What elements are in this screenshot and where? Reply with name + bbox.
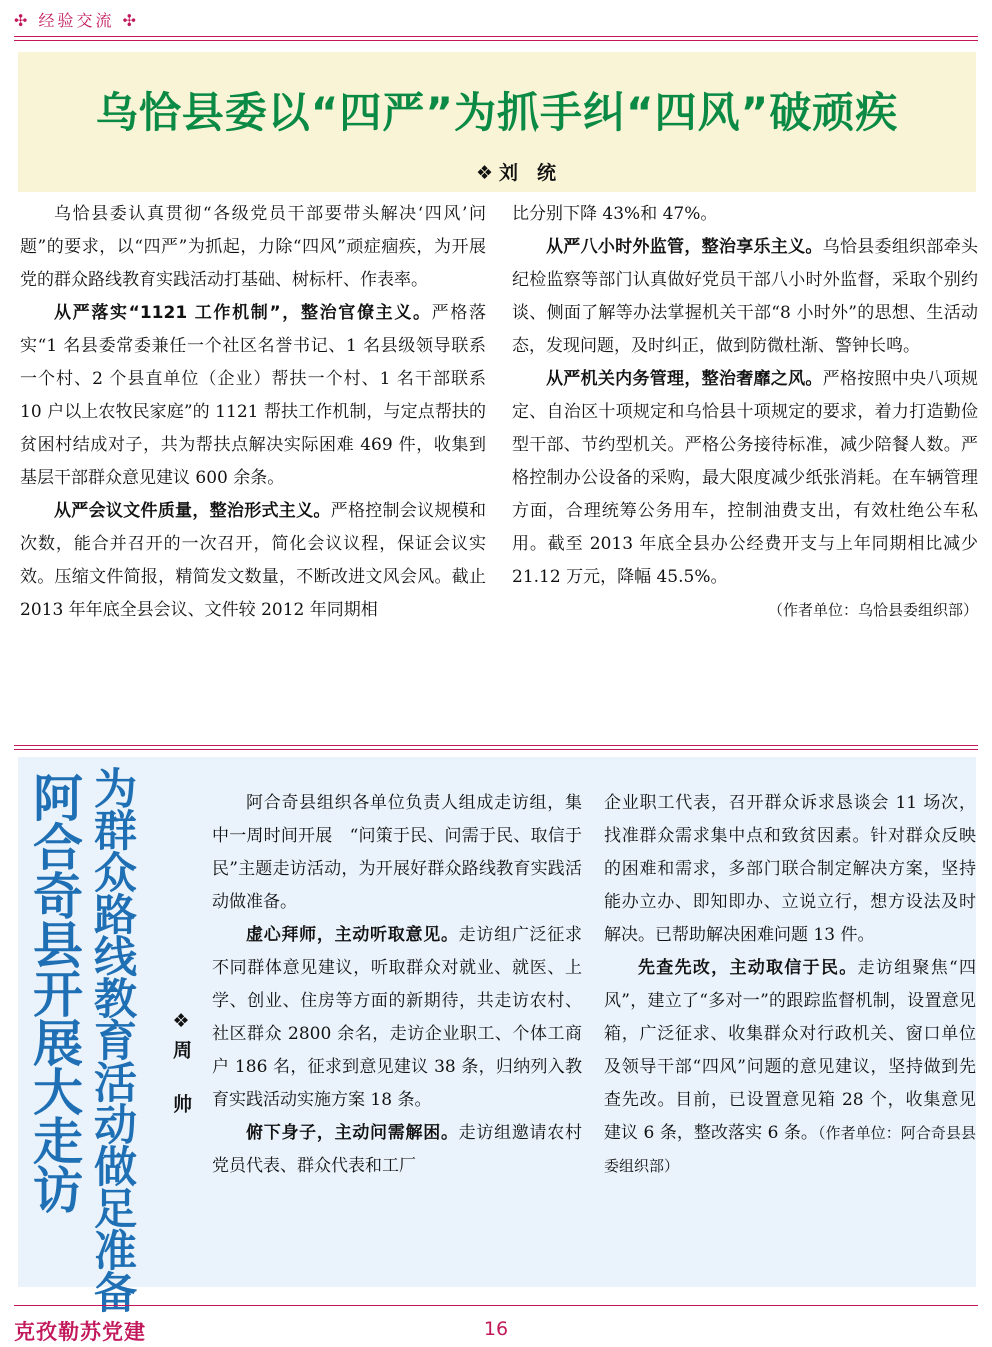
paragraph	[604, 952, 976, 1183]
paragraph-heading: 先查先改，主动取信于民。	[638, 958, 858, 978]
paragraph	[512, 363, 978, 594]
article2-column-1	[212, 787, 582, 1183]
article2-title: 阿合奇县开展大走访	[25, 772, 83, 1213]
paragraph: 阿合奇县组织各单位负责人组成走访组，集中一周时间开展 “问策于民、问需于民、取信于民”主题走访活动，为开展好群众路线教育实践活动做准备。	[212, 793, 582, 912]
article1-author-name: 刘 统	[498, 162, 556, 184]
page-number: 16	[483, 1318, 509, 1340]
article1-column-2	[512, 198, 978, 627]
article1-column-1	[20, 198, 486, 627]
diamond-icon: ❖	[170, 1010, 192, 1040]
footer-rule	[14, 1305, 978, 1306]
paragraph	[20, 297, 486, 495]
paragraph-body: 走访组聚焦“四风”，建立了“多对一”的跟踪监督机制，设置意见箱，广泛征求、收集群众对行政机关、窗口单位及领导干部“四风”问题的意见建议，坚持做到先查先改。目前，已设置意见箱 28 个，收集意见建议 6 条，整改落实 6 条。	[604, 958, 976, 1143]
paragraph-heading: 从严会议文件质量，整治形式主义。	[54, 501, 331, 521]
paragraph	[212, 1117, 582, 1183]
article1-author-unit: （作者单位：乌恰县委组织部）	[767, 601, 978, 619]
article2-author-unit: （作者单位：阿合奇县县委组织部）	[604, 1124, 976, 1175]
paragraph-body: 走访组邀请农村党员代表、群众代表和工厂	[212, 1123, 583, 1176]
article2-subtitle: 为群众路线教育活动做足准备	[87, 766, 137, 1312]
diamond-icon: ❖	[475, 162, 493, 184]
paragraph: 企业职工代表，召开群众诉求恳谈会 11 场次，找准群众需求集中点和致贫因素。针对群众反映的困难和需求，多部门联合制定解决方案，坚持能办立办、即知即办、立说立行，想方设法及时解决。已帮助解决困难问题 13 件。	[604, 793, 976, 945]
section-divider-thin	[14, 749, 978, 750]
article2-column-2	[604, 787, 976, 1183]
article1-author	[476, 158, 556, 185]
article1-title: 乌恰县委以“四严”为抓手纠“四风”破顽疾	[95, 88, 899, 137]
paragraph-heading: 虚心拜师，主动听取意见。	[246, 925, 459, 945]
section-divider	[14, 745, 978, 746]
paragraph	[512, 231, 978, 363]
paragraph: 乌恰县委认真贯彻“各级党员干部要带头解决‘四风’问题”的要求，以“四严”为抓起，力除“四风”顽症痼疾，为开展党的群众路线教育实践活动打基础、树标杆、作表率。	[20, 204, 486, 290]
paragraph-body: 走访组广泛征求不同群体意见建议，听取群众对就业、就医、上学、创业、住房等方面的新期待，共走访农村、社区群众 2800 余名，走访企业职工、个体工商户 186 名，征求到意见建议 38 条，归纳列入教育实践活动实施方案 18 条。	[212, 925, 583, 1110]
paragraph-body: 乌恰县委组织部牵头纪检监察等部门认真做好党员干部八小时外监督，采取个别约谈、侧面了解等办法掌握机关干部“8 小时外”的思想、生活动态，发现问题，及时纠正，做到防微杜渐、警钟长鸣。	[512, 237, 979, 356]
paragraph	[212, 919, 582, 1117]
header-rule	[14, 36, 978, 37]
paragraph: 比分别下降 43%和 47%。	[512, 204, 718, 224]
brand-logo: 克孜勒苏党建	[14, 1320, 146, 1344]
paragraph-heading: 从严机关内务管理，整治奢靡之风。	[546, 369, 823, 389]
paragraph-heading: 从严落实“1121 工作机制”，整治官僚主义。	[54, 303, 432, 323]
article1-title-band	[18, 52, 976, 192]
paragraph-heading: 从严八小时外监管，整治享乐主义。	[546, 237, 823, 257]
header-rule-thin	[14, 40, 978, 41]
article2-author	[168, 1010, 195, 1121]
section-label: ✣ 经验交流 ✣	[14, 11, 139, 30]
paragraph	[20, 495, 486, 627]
paragraph-heading: 俯下身子，主动问需解困。	[246, 1123, 459, 1143]
paragraph-body: 严格按照中央八项规定、自治区十项规定和乌恰县十项规定的要求，着力打造勤俭型干部、节约型机关。严格公务接待标准，减少陪餐人数。严格控制办公设备的采购，最大限度减少纸张消耗。在车辆管理方面，合理统筹公务用车，控制油费支出，有效杜绝公车私用。截至 2013 年底全县办公经费开支与上年同期相比减少 21.12 万元，降幅 45.5%。	[512, 369, 979, 587]
paragraph-body: 严格控制会议规模和次数，能合并召开的一次召开，简化会议议程，保证会议实效。压缩文件简报，精简发文数量，不断改进文风会风。截止 2013 年年底全县会议、文件较 2012 年同期相	[20, 501, 487, 620]
paragraph-body: 严格落实“1 名县委常委兼任一个社区名誉书记、1 名县级领导联系一个村、2 个县直单位（企业）帮扶一个村、1 名干部联系 10 户以上农牧民家庭”的 1121 帮扶工作机制，与定点帮扶的贫困村结成对子，共为帮扶点解决实际困难 469 件，收集到基层干部群众意见建议 600 余条。	[20, 303, 487, 488]
article2-author-name: 周 帅	[170, 1040, 192, 1121]
